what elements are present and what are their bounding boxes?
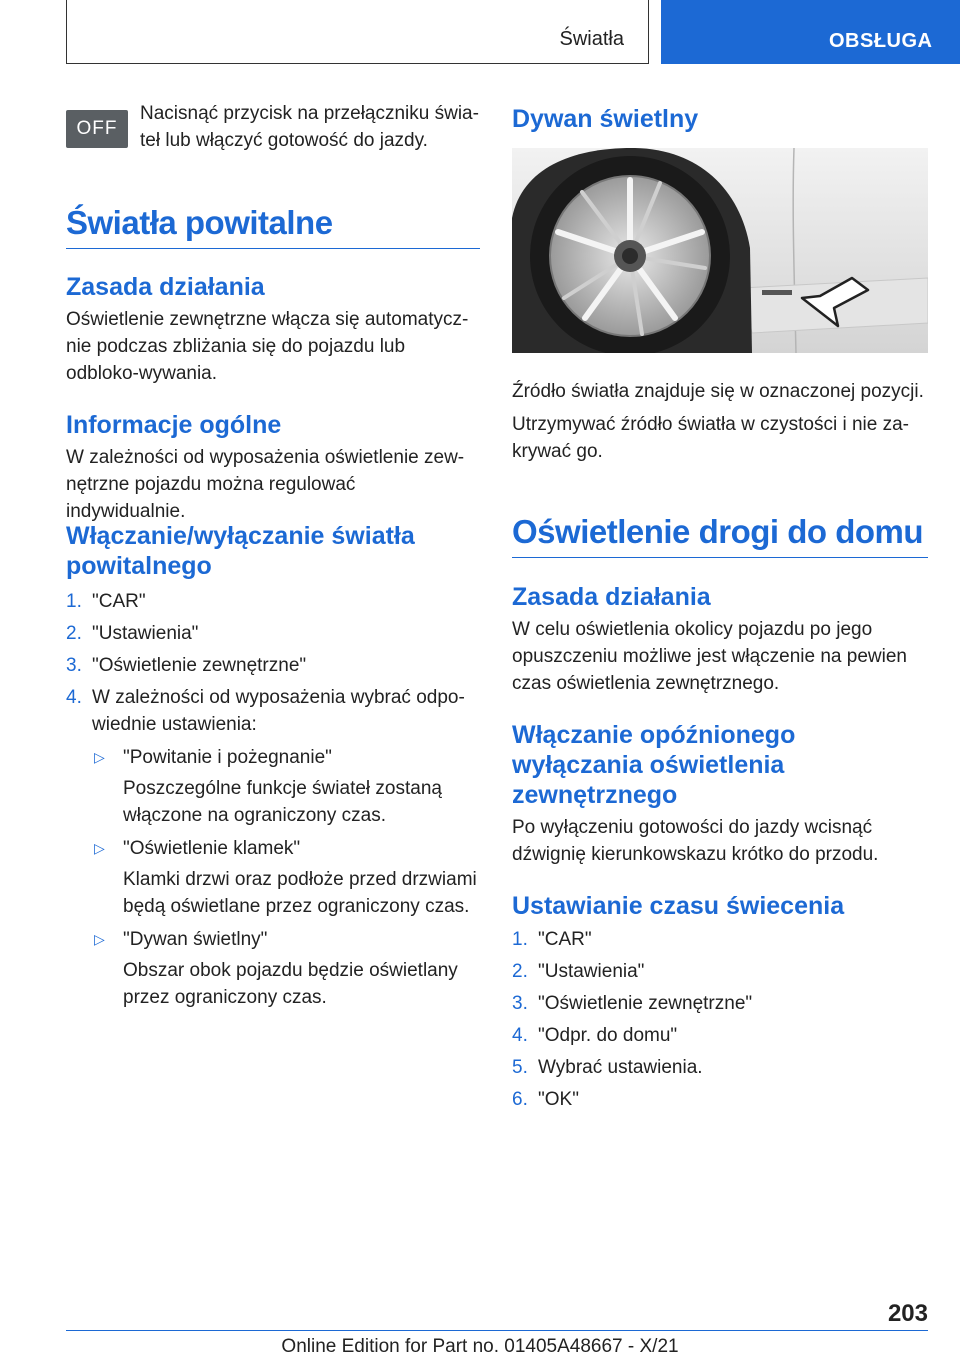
header-section-box: [66, 0, 649, 64]
sub-option-desc: Obszar obok pojazdu będzie oświetlany przez ograniczony czas.: [123, 960, 458, 1008]
home-principle-heading: Zasada działania: [512, 583, 711, 611]
list-item: 2. "Ustawienia": [66, 623, 199, 644]
time-setting-heading: Ustawianie czasu świecenia: [512, 892, 845, 920]
carpet-cleaning-text: Utrzymywać źródło światła w czystości i nie za-krywać go.: [512, 414, 909, 462]
welcome-toggle-heading: Włączanie/wyłączanie światła powitalnego: [66, 522, 415, 580]
general-info-text: W zależności od wyposażenia oświetlenie zew-nętrzne pojazdu można regulować indywidualnie.: [66, 447, 465, 522]
general-info-heading: Informacje ogólne: [66, 411, 282, 439]
page-number: 203: [887, 1300, 928, 1327]
sub-option-desc: Klamki drzwi oraz podłoże przed drzwiami będą oświetlane przez ograniczony czas.: [123, 869, 477, 917]
sub-option: ▷ "Oświetlenie klamek": [66, 835, 480, 862]
triangle-bullet-icon: ▷: [94, 840, 105, 856]
sub-option-desc: Poszczególne funkcje świateł zostaną włączone na ograniczony czas.: [123, 778, 442, 826]
off-button-icon: OFF: [66, 110, 128, 148]
list-item: 3. "Oświetlenie zewnętrzne": [66, 655, 307, 676]
welcome-principle-text: Oświetlenie zewnętrzne włącza się automatycz-nie podczas zbliżania się do pojazdu lub odbloko-wywania.: [66, 309, 469, 384]
home-light-heading: Oświetlenie drogi do domu: [512, 512, 928, 558]
welcome-steps-list: [66, 588, 480, 1011]
carpet-location-text: Źródło światła znajduje się w oznaczonej pozycji.: [512, 381, 924, 402]
sub-option: ▷ "Dywan świetlny": [66, 926, 480, 953]
off-instruction: Nacisnąć przycisk na przełączniku świa-teł lub włączyć gotowość do jazdy.: [140, 103, 479, 151]
list-item: 5. Wybrać ustawienia.: [512, 1057, 703, 1078]
triangle-bullet-icon: ▷: [94, 749, 105, 765]
delay-text: Po wyłączeniu gotowości do jazdy wcisnąć dźwignię kierunkowskazu krótko do przodu.: [512, 817, 879, 865]
delay-heading: Włączanie opóźnionego wyłączania oświetlenia zewnętrznego: [512, 721, 796, 809]
welcome-principle-heading: Zasada działania: [66, 273, 265, 301]
triangle-bullet-icon: ▷: [94, 931, 105, 947]
header-chapter-tab: OBSŁUGA: [661, 0, 960, 64]
list-item: 1. "CAR": [512, 929, 592, 950]
time-steps-list: [512, 926, 928, 1113]
list-item: 4. W zależności od wyposażenia wybrać odpo-wiednie ustawienia:: [66, 687, 465, 735]
welcome-light-heading: Światła powitalne: [66, 203, 480, 249]
footer-edition: Online Edition for Part no. 01405A48667 - X/21: [281, 1336, 679, 1357]
home-principle-text: W celu oświetlenia okolicy pojazdu po jego opuszczeniu możliwe jest włączenie na pewien czas oświetlenia zewnętrznego.: [512, 619, 907, 694]
car-wheel-illustration: [512, 148, 928, 353]
list-item: 1. "CAR": [66, 591, 146, 612]
light-carpet-heading: Dywan świetlny: [512, 105, 699, 133]
list-item: 2. "Ustawienia": [512, 961, 645, 982]
list-item: 4. "Odpr. do domu": [512, 1025, 678, 1046]
list-item: 6. "OK": [512, 1089, 579, 1110]
sub-option: ▷ "Powitanie i pożegnanie": [66, 744, 480, 771]
footer-divider: [66, 1330, 928, 1331]
header-section-title: Światła: [559, 28, 624, 50]
list-item: 3. "Oświetlenie zewnętrzne": [512, 993, 753, 1014]
